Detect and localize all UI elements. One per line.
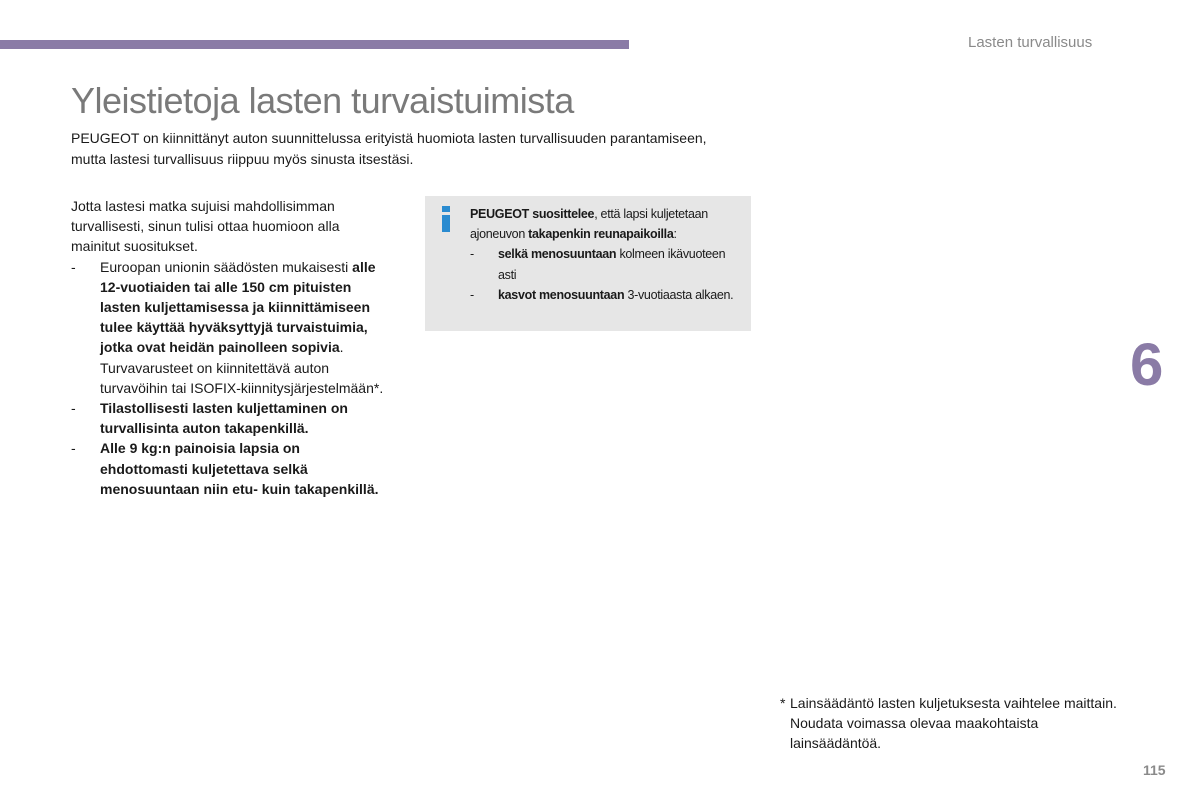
recommendations-column bbox=[71, 196, 391, 499]
header-accent-bar bbox=[0, 40, 629, 49]
info-list-item bbox=[470, 244, 746, 284]
list-item bbox=[71, 398, 391, 438]
list-dash: - bbox=[71, 440, 76, 457]
list-dash: - bbox=[71, 258, 76, 275]
list-item-after: . Turvavarusteet on kiinnitettävä auton turvavöihin tai ISOFIX-kiinnitysjärjestelmään*. bbox=[100, 339, 384, 396]
footnote bbox=[780, 693, 1120, 754]
list-item-intro: Euroopan unionin säädösten mukaisesti bbox=[100, 258, 349, 275]
list-item-bold: Tilastollisesti lasten kuljettaminen on turvallisinta auton takapenkillä. bbox=[100, 400, 348, 437]
info-text-part: , että lapsi kuljetetaan ajoneuvon bbox=[470, 207, 708, 242]
chapter-number: 6 bbox=[1130, 331, 1164, 398]
info-item-text: kolmeen ikävuoteen asti bbox=[498, 247, 726, 282]
info-text bbox=[470, 204, 746, 305]
list-item bbox=[71, 438, 391, 499]
lead-paragraph: Jotta lastesi matka sujuisi mahdollisimman turvallisesti, sinun tulisi ottaa huomioon alla mainitut suositukset. bbox=[71, 198, 340, 255]
list-dash: - bbox=[71, 400, 76, 417]
info-list-item bbox=[470, 285, 746, 305]
list-dash: - bbox=[470, 247, 474, 262]
page-title: Yleistietoja lasten turvaistuimista bbox=[71, 80, 574, 121]
info-lead bbox=[470, 204, 746, 244]
list-item bbox=[71, 257, 391, 398]
list-item-bold: Alle 9 kg:n painoisia lapsia on ehdottomasti kuljetettava selkä menosuuntaan niin etu- kuin takapenkillä. bbox=[100, 440, 379, 497]
list-item-bold: alle 12-vuotiaiden tai alle 150 cm pituisten lasten kuljettamisessa ja kiinnittämiseen tulee käyttää hyväksyttyjä turvaistuimia, jotka ovat heidän painolleen sopivia bbox=[100, 258, 376, 356]
intro-paragraph: PEUGEOT on kiinnittänyt auton suunnittelussa erityistä huomiota lasten turvallisuuden parantamiseen, mutta lastesi turvallisuus riippuu myös sinusta itsestäsi. bbox=[71, 130, 707, 167]
footnote-text: Lainsäädäntö lasten kuljetuksesta vaihtelee maittain. Noudata voimassa olevaa maakohtaista lainsäädäntöä. bbox=[790, 695, 1117, 752]
section-title: Lasten turvallisuus bbox=[968, 34, 1093, 51]
info-bold: takapenkin reunapaikoilla bbox=[528, 227, 674, 242]
info-box bbox=[425, 196, 751, 331]
info-item-text: 3-vuotiaasta alkaen. bbox=[624, 287, 734, 302]
footnote-star: * bbox=[780, 695, 786, 711]
info-text-end: : bbox=[673, 227, 677, 242]
info-item-bold: selkä menosuuntaan bbox=[498, 247, 617, 262]
list-dash: - bbox=[470, 287, 474, 302]
page-number: 115 bbox=[1143, 762, 1166, 778]
info-item-bold: kasvot menosuuntaan bbox=[498, 287, 625, 302]
info-icon bbox=[439, 206, 453, 232]
info-bold: PEUGEOT suosittelee bbox=[470, 207, 595, 221]
